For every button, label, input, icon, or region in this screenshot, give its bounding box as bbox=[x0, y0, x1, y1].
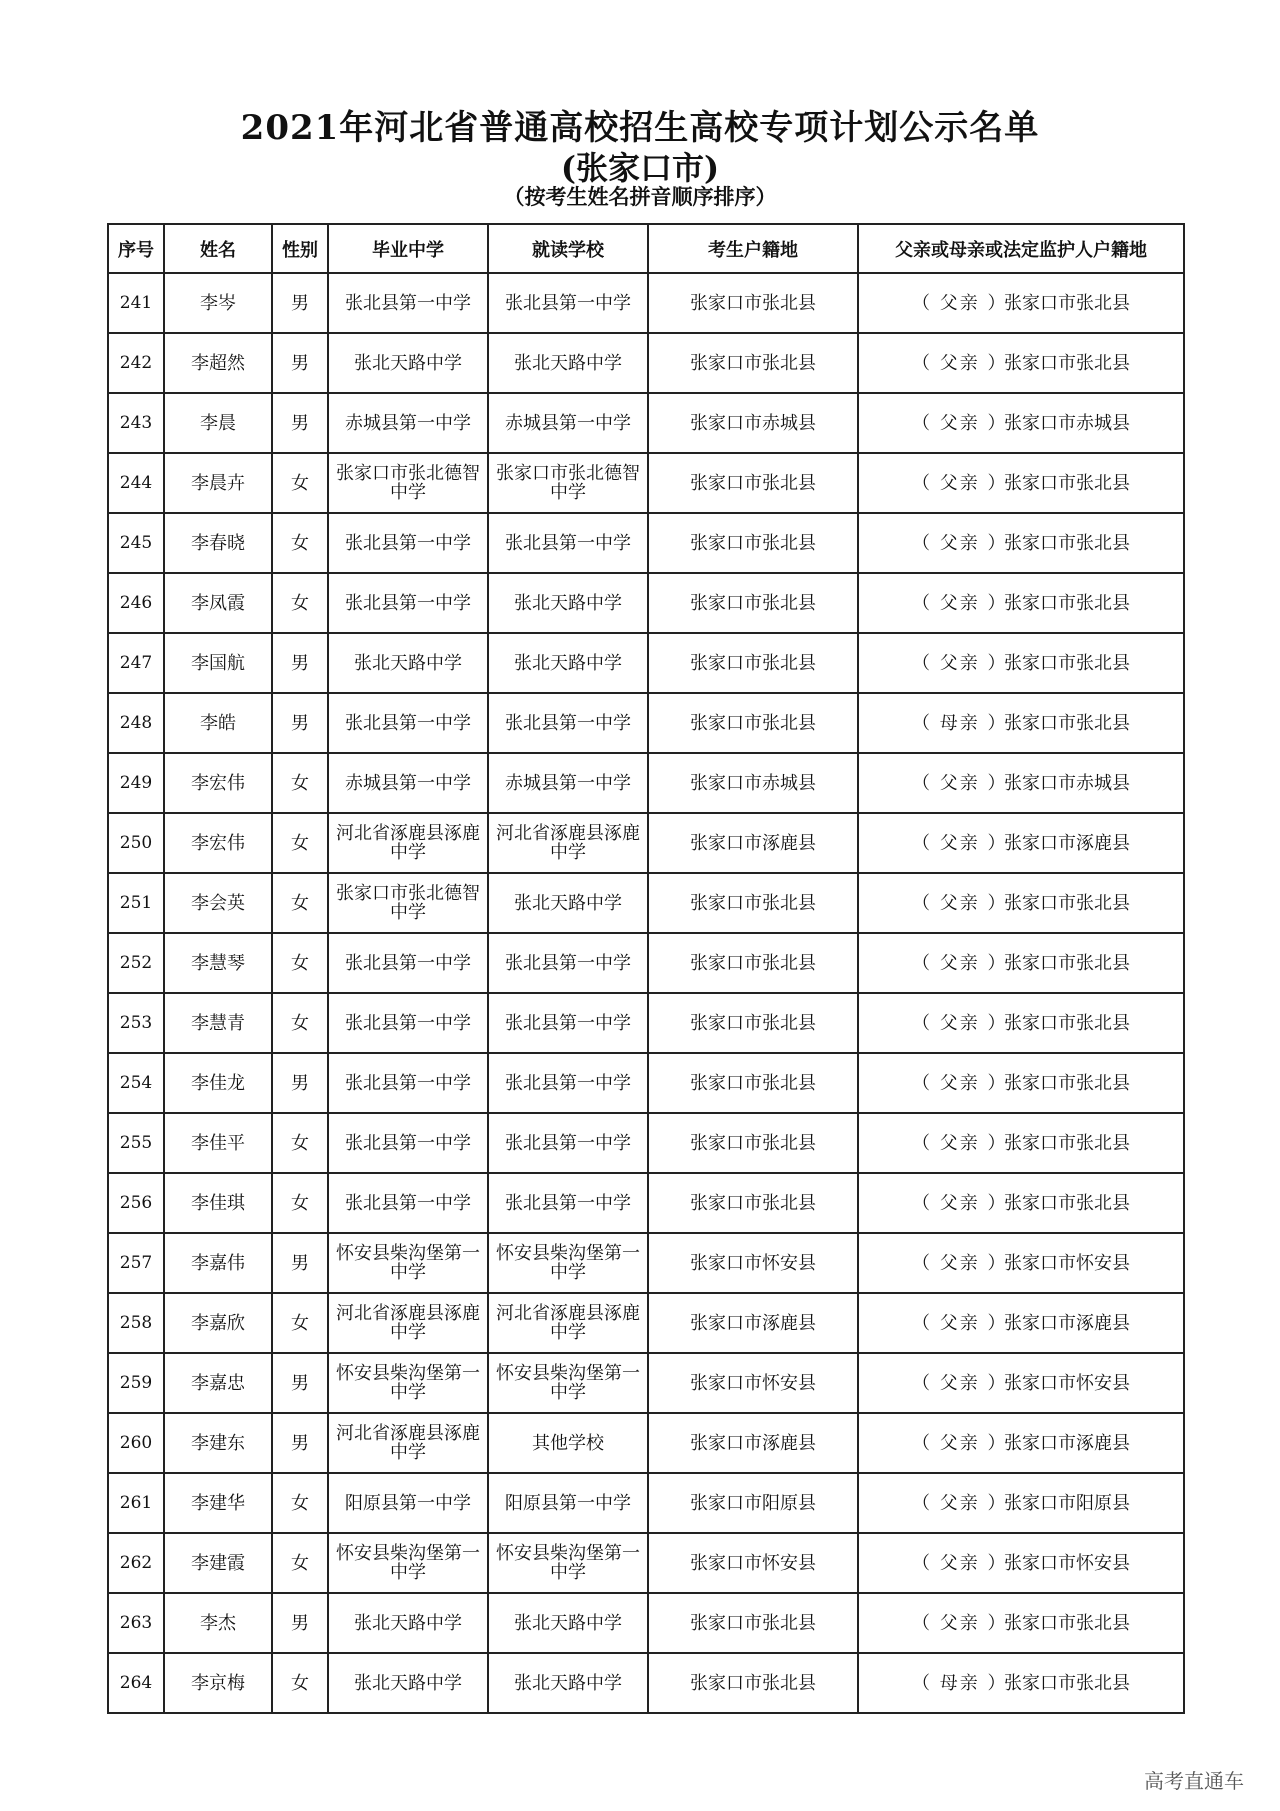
cell-study-school: 怀安县柴沟堡第一中学 bbox=[488, 1353, 648, 1413]
guardian-relation: （ 父亲 ） bbox=[912, 1252, 1008, 1274]
cell-residence: 张家口市张北县 bbox=[648, 693, 858, 753]
cell-residence: 张家口市阳原县 bbox=[648, 1473, 858, 1533]
cell-name: 李嘉欣 bbox=[164, 1293, 272, 1353]
cell-seq: 243 bbox=[108, 393, 164, 453]
cell-name: 李佳平 bbox=[164, 1113, 272, 1173]
cell-name: 李宏伟 bbox=[164, 813, 272, 873]
cell-guardian-residence bbox=[858, 1473, 1184, 1533]
cell-seq: 248 bbox=[108, 693, 164, 753]
cell-name: 李宏伟 bbox=[164, 753, 272, 813]
cell-grad-school: 张北天路中学 bbox=[328, 633, 488, 693]
cell-name: 李晨 bbox=[164, 393, 272, 453]
table-row bbox=[108, 1113, 1184, 1173]
table-row bbox=[108, 1053, 1184, 1113]
guardian-place: 张家口市张北县 bbox=[1004, 1012, 1130, 1034]
guardian-relation: （ 父亲 ） bbox=[912, 292, 1008, 314]
cell-guardian-residence bbox=[858, 1173, 1184, 1233]
table-row bbox=[108, 1413, 1184, 1473]
cell-study-school: 赤城县第一中学 bbox=[488, 753, 648, 813]
guardian-place: 张家口市张北县 bbox=[1004, 1192, 1130, 1214]
cell-name: 李超然 bbox=[164, 333, 272, 393]
cell-study-school: 张北县第一中学 bbox=[488, 993, 648, 1053]
table-row bbox=[108, 393, 1184, 453]
guardian-relation: （ 父亲 ） bbox=[912, 1612, 1008, 1634]
cell-study-school: 张北县第一中学 bbox=[488, 273, 648, 333]
cell-name: 李佳琪 bbox=[164, 1173, 272, 1233]
guardian-place: 张家口市涿鹿县 bbox=[1004, 832, 1130, 854]
guardian-relation: （ 父亲 ） bbox=[912, 1132, 1008, 1154]
cell-study-school: 张北县第一中学 bbox=[488, 693, 648, 753]
cell-guardian-residence bbox=[858, 1593, 1184, 1653]
header-seq: 序号 bbox=[108, 224, 164, 273]
cell-gender: 女 bbox=[272, 1113, 328, 1173]
cell-study-school: 阳原县第一中学 bbox=[488, 1473, 648, 1533]
table-row bbox=[108, 993, 1184, 1053]
cell-seq: 246 bbox=[108, 573, 164, 633]
cell-grad-school: 张北县第一中学 bbox=[328, 1173, 488, 1233]
cell-gender: 女 bbox=[272, 573, 328, 633]
cell-grad-school: 河北省涿鹿县涿鹿中学 bbox=[328, 1293, 488, 1353]
guardian-relation: （ 父亲 ） bbox=[912, 532, 1008, 554]
cell-study-school: 张北天路中学 bbox=[488, 633, 648, 693]
guardian-place: 张家口市赤城县 bbox=[1004, 772, 1130, 794]
cell-grad-school: 张家口市张北德智中学 bbox=[328, 873, 488, 933]
cell-grad-school: 张北县第一中学 bbox=[328, 573, 488, 633]
cell-grad-school: 张北县第一中学 bbox=[328, 273, 488, 333]
guardian-relation: （ 父亲 ） bbox=[912, 832, 1008, 854]
cell-study-school: 怀安县柴沟堡第一中学 bbox=[488, 1533, 648, 1593]
header-residence: 考生户籍地 bbox=[648, 224, 858, 273]
cell-guardian-residence bbox=[858, 1293, 1184, 1353]
cell-seq: 251 bbox=[108, 873, 164, 933]
cell-guardian-residence bbox=[858, 633, 1184, 693]
cell-seq: 257 bbox=[108, 1233, 164, 1293]
cell-guardian-residence bbox=[858, 753, 1184, 813]
cell-residence: 张家口市赤城县 bbox=[648, 753, 858, 813]
guardian-place: 张家口市张北县 bbox=[1004, 1612, 1130, 1634]
cell-seq: 261 bbox=[108, 1473, 164, 1533]
guardian-relation: （ 母亲 ） bbox=[912, 712, 1008, 734]
guardian-place: 张家口市怀安县 bbox=[1004, 1552, 1130, 1574]
table-row bbox=[108, 273, 1184, 333]
guardian-place: 张家口市张北县 bbox=[1004, 1072, 1130, 1094]
cell-residence: 张家口市张北县 bbox=[648, 273, 858, 333]
cell-guardian-residence bbox=[858, 573, 1184, 633]
cell-guardian-residence bbox=[858, 1653, 1184, 1713]
cell-study-school: 怀安县柴沟堡第一中学 bbox=[488, 1233, 648, 1293]
cell-seq: 249 bbox=[108, 753, 164, 813]
guardian-place: 张家口市张北县 bbox=[1004, 1132, 1130, 1154]
guardian-relation: （ 父亲 ） bbox=[912, 1432, 1008, 1454]
cell-guardian-residence bbox=[858, 993, 1184, 1053]
cell-seq: 254 bbox=[108, 1053, 164, 1113]
cell-residence: 张家口市张北县 bbox=[648, 1593, 858, 1653]
cell-seq: 264 bbox=[108, 1653, 164, 1713]
cell-name: 李慧琴 bbox=[164, 933, 272, 993]
cell-name: 李国航 bbox=[164, 633, 272, 693]
cell-residence: 张家口市张北县 bbox=[648, 333, 858, 393]
cell-name: 李杰 bbox=[164, 1593, 272, 1653]
table-row bbox=[108, 873, 1184, 933]
cell-guardian-residence bbox=[858, 693, 1184, 753]
cell-grad-school: 河北省涿鹿县涿鹿中学 bbox=[328, 813, 488, 873]
cell-guardian-residence bbox=[858, 933, 1184, 993]
cell-name: 李凤霞 bbox=[164, 573, 272, 633]
cell-grad-school: 张北县第一中学 bbox=[328, 993, 488, 1053]
cell-residence: 张家口市赤城县 bbox=[648, 393, 858, 453]
table-row bbox=[108, 453, 1184, 513]
cell-grad-school: 赤城县第一中学 bbox=[328, 753, 488, 813]
cell-name: 李嘉伟 bbox=[164, 1233, 272, 1293]
cell-grad-school: 河北省涿鹿县涿鹿中学 bbox=[328, 1413, 488, 1473]
cell-gender: 女 bbox=[272, 1533, 328, 1593]
table-row bbox=[108, 933, 1184, 993]
guardian-relation: （ 父亲 ） bbox=[912, 772, 1008, 794]
guardian-relation: （ 父亲 ） bbox=[912, 592, 1008, 614]
cell-study-school: 张北县第一中学 bbox=[488, 1113, 648, 1173]
cell-gender: 男 bbox=[272, 1413, 328, 1473]
guardian-place: 张家口市涿鹿县 bbox=[1004, 1432, 1130, 1454]
cell-name: 李建东 bbox=[164, 1413, 272, 1473]
cell-residence: 张家口市张北县 bbox=[648, 873, 858, 933]
guardian-relation: （ 父亲 ） bbox=[912, 892, 1008, 914]
cell-name: 李春晓 bbox=[164, 513, 272, 573]
guardian-place: 张家口市怀安县 bbox=[1004, 1372, 1130, 1394]
guardian-relation: （ 父亲 ） bbox=[912, 952, 1008, 974]
cell-gender: 男 bbox=[272, 333, 328, 393]
cell-study-school: 张北天路中学 bbox=[488, 873, 648, 933]
cell-residence: 张家口市张北县 bbox=[648, 1113, 858, 1173]
guardian-place: 张家口市阳原县 bbox=[1004, 1492, 1130, 1514]
cell-seq: 260 bbox=[108, 1413, 164, 1473]
cell-gender: 男 bbox=[272, 273, 328, 333]
header-gender: 性别 bbox=[272, 224, 328, 273]
cell-seq: 245 bbox=[108, 513, 164, 573]
table-row bbox=[108, 1293, 1184, 1353]
cell-seq: 259 bbox=[108, 1353, 164, 1413]
guardian-relation: （ 父亲 ） bbox=[912, 1552, 1008, 1574]
cell-seq: 242 bbox=[108, 333, 164, 393]
cell-study-school: 张北县第一中学 bbox=[488, 513, 648, 573]
cell-residence: 张家口市涿鹿县 bbox=[648, 1293, 858, 1353]
cell-guardian-residence bbox=[858, 453, 1184, 513]
table-row bbox=[108, 813, 1184, 873]
cell-seq: 255 bbox=[108, 1113, 164, 1173]
cell-gender: 男 bbox=[272, 633, 328, 693]
guardian-place: 张家口市张北县 bbox=[1004, 1672, 1130, 1694]
cell-guardian-residence bbox=[858, 513, 1184, 573]
cell-grad-school: 张家口市张北德智中学 bbox=[328, 453, 488, 513]
cell-residence: 张家口市张北县 bbox=[648, 633, 858, 693]
cell-name: 李慧青 bbox=[164, 993, 272, 1053]
cell-grad-school: 张北县第一中学 bbox=[328, 1053, 488, 1113]
cell-guardian-residence bbox=[858, 1053, 1184, 1113]
guardian-relation: （ 父亲 ） bbox=[912, 1192, 1008, 1214]
guardian-place: 张家口市张北县 bbox=[1004, 352, 1130, 374]
cell-gender: 女 bbox=[272, 873, 328, 933]
cell-study-school: 张北天路中学 bbox=[488, 333, 648, 393]
cell-seq: 253 bbox=[108, 993, 164, 1053]
guardian-relation: （ 父亲 ） bbox=[912, 472, 1008, 494]
cell-grad-school: 张北县第一中学 bbox=[328, 513, 488, 573]
cell-grad-school: 张北天路中学 bbox=[328, 333, 488, 393]
guardian-place: 张家口市张北县 bbox=[1004, 592, 1130, 614]
cell-residence: 张家口市张北县 bbox=[648, 933, 858, 993]
cell-grad-school: 张北县第一中学 bbox=[328, 693, 488, 753]
guardian-relation: （ 父亲 ） bbox=[912, 1072, 1008, 1094]
cell-gender: 男 bbox=[272, 393, 328, 453]
cell-gender: 女 bbox=[272, 1173, 328, 1233]
cell-grad-school: 张北天路中学 bbox=[328, 1593, 488, 1653]
guardian-relation: （ 父亲 ） bbox=[912, 1312, 1008, 1334]
cell-gender: 女 bbox=[272, 513, 328, 573]
cell-gender: 女 bbox=[272, 813, 328, 873]
guardian-relation: （ 父亲 ） bbox=[912, 1492, 1008, 1514]
cell-gender: 女 bbox=[272, 993, 328, 1053]
cell-study-school: 张北天路中学 bbox=[488, 1653, 648, 1713]
cell-study-school: 张北县第一中学 bbox=[488, 1173, 648, 1233]
cell-grad-school: 张北天路中学 bbox=[328, 1653, 488, 1713]
cell-grad-school: 怀安县柴沟堡第一中学 bbox=[328, 1353, 488, 1413]
cell-name: 李晨卉 bbox=[164, 453, 272, 513]
cell-seq: 262 bbox=[108, 1533, 164, 1593]
cell-gender: 女 bbox=[272, 753, 328, 813]
cell-guardian-residence bbox=[858, 873, 1184, 933]
guardian-relation: （ 父亲 ） bbox=[912, 352, 1008, 374]
cell-name: 李岑 bbox=[164, 273, 272, 333]
table-row bbox=[108, 693, 1184, 753]
cell-seq: 252 bbox=[108, 933, 164, 993]
table-row bbox=[108, 333, 1184, 393]
cell-gender: 男 bbox=[272, 1353, 328, 1413]
cell-seq: 263 bbox=[108, 1593, 164, 1653]
cell-residence: 张家口市张北县 bbox=[648, 993, 858, 1053]
cell-seq: 256 bbox=[108, 1173, 164, 1233]
cell-guardian-residence bbox=[858, 1353, 1184, 1413]
guardian-place: 张家口市张北县 bbox=[1004, 292, 1130, 314]
cell-grad-school: 怀安县柴沟堡第一中学 bbox=[328, 1533, 488, 1593]
table-row bbox=[108, 1173, 1184, 1233]
guardian-place: 张家口市张北县 bbox=[1004, 712, 1130, 734]
cell-residence: 张家口市涿鹿县 bbox=[648, 1413, 858, 1473]
cell-study-school: 张北县第一中学 bbox=[488, 1053, 648, 1113]
header-guardian-residence: 父亲或母亲或法定监护人户籍地 bbox=[858, 224, 1184, 273]
cell-residence: 张家口市怀安县 bbox=[648, 1233, 858, 1293]
document-title: 2021年河北省普通高校招生高校专项计划公示名单 bbox=[240, 108, 1040, 148]
table-row bbox=[108, 753, 1184, 813]
cell-grad-school: 赤城县第一中学 bbox=[328, 393, 488, 453]
header-study-school: 就读学校 bbox=[488, 224, 648, 273]
cell-residence: 张家口市张北县 bbox=[648, 1173, 858, 1233]
guardian-place: 张家口市张北县 bbox=[1004, 532, 1130, 554]
cell-study-school: 张家口市张北德智中学 bbox=[488, 453, 648, 513]
cell-guardian-residence bbox=[858, 1413, 1184, 1473]
table-row bbox=[108, 573, 1184, 633]
cell-study-school: 河北省涿鹿县涿鹿中学 bbox=[488, 813, 648, 873]
cell-gender: 女 bbox=[272, 1473, 328, 1533]
cell-grad-school: 怀安县柴沟堡第一中学 bbox=[328, 1233, 488, 1293]
cell-seq: 244 bbox=[108, 453, 164, 513]
document-subtitle: (张家口市) bbox=[560, 149, 720, 187]
cell-study-school: 赤城县第一中学 bbox=[488, 393, 648, 453]
cell-name: 李建华 bbox=[164, 1473, 272, 1533]
cell-study-school: 张北天路中学 bbox=[488, 573, 648, 633]
cell-study-school: 河北省涿鹿县涿鹿中学 bbox=[488, 1293, 648, 1353]
cell-guardian-residence bbox=[858, 333, 1184, 393]
roster-table bbox=[107, 223, 1185, 1714]
cell-seq: 241 bbox=[108, 273, 164, 333]
cell-residence: 张家口市张北县 bbox=[648, 573, 858, 633]
guardian-relation: （ 父亲 ） bbox=[912, 1012, 1008, 1034]
watermark-text: 高考直通车 bbox=[1144, 1769, 1244, 1793]
cell-name: 李京梅 bbox=[164, 1653, 272, 1713]
guardian-place: 张家口市张北县 bbox=[1004, 652, 1130, 674]
cell-gender: 男 bbox=[272, 1053, 328, 1113]
cell-guardian-residence bbox=[858, 273, 1184, 333]
cell-guardian-residence bbox=[858, 1233, 1184, 1293]
guardian-relation: （ 母亲 ） bbox=[912, 1672, 1008, 1694]
cell-residence: 张家口市怀安县 bbox=[648, 1353, 858, 1413]
cell-guardian-residence bbox=[858, 1533, 1184, 1593]
table-row bbox=[108, 1233, 1184, 1293]
cell-residence: 张家口市张北县 bbox=[648, 513, 858, 573]
cell-grad-school: 张北县第一中学 bbox=[328, 1113, 488, 1173]
cell-residence: 张家口市张北县 bbox=[648, 1653, 858, 1713]
cell-guardian-residence bbox=[858, 1113, 1184, 1173]
cell-name: 李皓 bbox=[164, 693, 272, 753]
cell-gender: 女 bbox=[272, 1653, 328, 1713]
table-row bbox=[108, 1593, 1184, 1653]
cell-study-school: 张北天路中学 bbox=[488, 1593, 648, 1653]
cell-gender: 女 bbox=[272, 933, 328, 993]
guardian-place: 张家口市张北县 bbox=[1004, 892, 1130, 914]
cell-grad-school: 阳原县第一中学 bbox=[328, 1473, 488, 1533]
cell-grad-school: 张北县第一中学 bbox=[328, 933, 488, 993]
cell-seq: 247 bbox=[108, 633, 164, 693]
cell-gender: 女 bbox=[272, 1293, 328, 1353]
cell-seq: 258 bbox=[108, 1293, 164, 1353]
cell-guardian-residence bbox=[858, 393, 1184, 453]
cell-study-school: 张北县第一中学 bbox=[488, 933, 648, 993]
header-name: 姓名 bbox=[164, 224, 272, 273]
cell-name: 李佳龙 bbox=[164, 1053, 272, 1113]
guardian-place: 张家口市张北县 bbox=[1004, 952, 1130, 974]
header-grad-school: 毕业中学 bbox=[328, 224, 488, 273]
guardian-place: 张家口市赤城县 bbox=[1004, 412, 1130, 434]
sort-note: （按考生姓名拼音顺序排序） bbox=[503, 184, 777, 209]
guardian-relation: （ 父亲 ） bbox=[912, 1372, 1008, 1394]
cell-gender: 男 bbox=[272, 693, 328, 753]
cell-residence: 张家口市怀安县 bbox=[648, 1533, 858, 1593]
cell-residence: 张家口市张北县 bbox=[648, 453, 858, 513]
table-body bbox=[108, 273, 1184, 1713]
cell-gender: 男 bbox=[272, 1233, 328, 1293]
cell-study-school: 其他学校 bbox=[488, 1413, 648, 1473]
cell-name: 李建霞 bbox=[164, 1533, 272, 1593]
table-row bbox=[108, 513, 1184, 573]
guardian-place: 张家口市张北县 bbox=[1004, 472, 1130, 494]
table-row bbox=[108, 633, 1184, 693]
cell-name: 李嘉忠 bbox=[164, 1353, 272, 1413]
table-row bbox=[108, 1353, 1184, 1413]
cell-gender: 男 bbox=[272, 1593, 328, 1653]
table-row bbox=[108, 1653, 1184, 1713]
table-row bbox=[108, 1473, 1184, 1533]
guardian-relation: （ 父亲 ） bbox=[912, 652, 1008, 674]
cell-guardian-residence bbox=[858, 813, 1184, 873]
table-row bbox=[108, 1533, 1184, 1593]
cell-seq: 250 bbox=[108, 813, 164, 873]
guardian-place: 张家口市怀安县 bbox=[1004, 1252, 1130, 1274]
cell-residence: 张家口市张北县 bbox=[648, 1053, 858, 1113]
guardian-relation: （ 父亲 ） bbox=[912, 412, 1008, 434]
guardian-place: 张家口市涿鹿县 bbox=[1004, 1312, 1130, 1334]
cell-gender: 女 bbox=[272, 453, 328, 513]
cell-residence: 张家口市涿鹿县 bbox=[648, 813, 858, 873]
table-header-row bbox=[108, 224, 1184, 273]
cell-name: 李会英 bbox=[164, 873, 272, 933]
